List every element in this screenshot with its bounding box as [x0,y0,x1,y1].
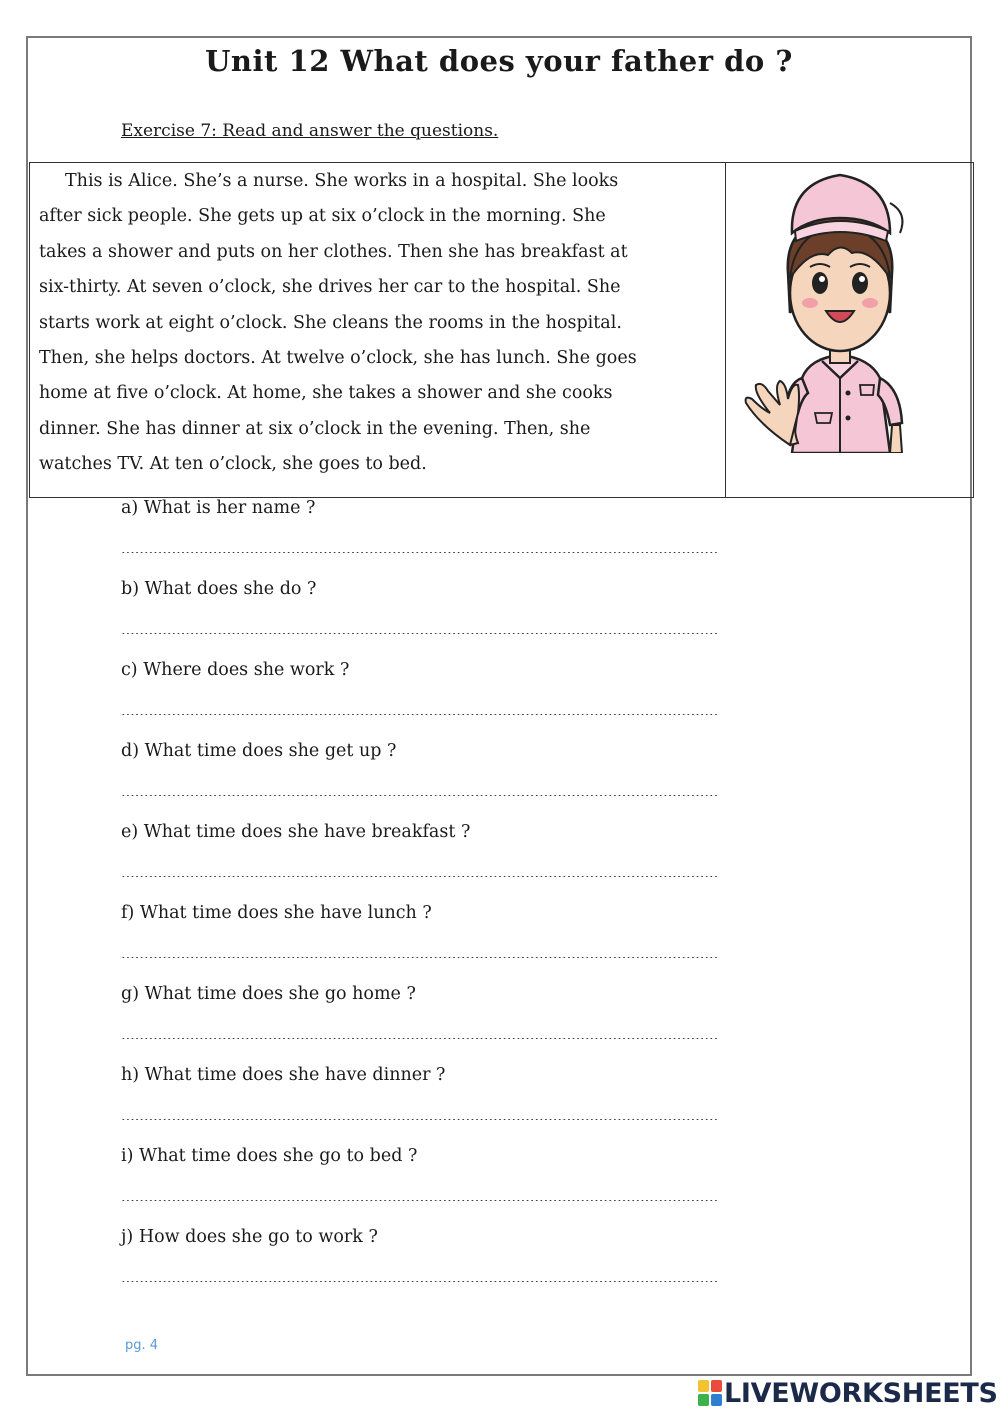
answer-line[interactable] [121,1187,717,1201]
answer-line[interactable] [121,539,717,553]
question-text: i) What time does she go to bed ? [121,1146,418,1166]
answer-line[interactable] [121,944,717,958]
picture-cell [726,163,973,497]
question-text: c) Where does she work ? [121,660,350,680]
reading-box [29,162,974,498]
liveworksheets-brand[interactable] [698,1375,998,1411]
question-text: a) What is her name ? [121,498,316,518]
passage-line: home at five o’clock. At home, she takes a shower and she cooks [39,383,613,404]
question-text: b) What does she do ? [121,579,317,599]
question-text: f) What time does she have lunch ? [121,903,432,923]
passage-line: Then, she helps doctors. At twelve o’clock, she has lunch. She goes [39,348,637,369]
reading-passage [30,163,726,497]
page-number: pg. 4 [125,1338,159,1353]
question-item [121,822,721,903]
passage-line: starts work at eight o’clock. She cleans the rooms in the hospital. [39,312,622,333]
question-item [121,660,721,741]
answer-line[interactable] [121,863,717,877]
liveworksheets-logo-icon [698,1380,722,1406]
question-item [121,984,721,1065]
answer-line[interactable] [121,701,717,715]
page-title: Unit 12 What does your father do ? [205,44,793,78]
question-text: j) How does she go to work ? [121,1227,378,1247]
question-item [121,579,721,660]
question-text: e) What time does she have breakfast ? [121,822,471,842]
question-item [121,741,721,822]
nurse-illustration [740,163,940,453]
question-item [121,1146,721,1227]
question-text: d) What time does she get up ? [121,741,397,761]
passage-line: takes a shower and puts on her clothes. Then she has breakfast at [39,241,628,262]
passage-line: dinner. She has dinner at six o’clock in the evening. Then, she [39,418,591,439]
question-item [121,1065,721,1146]
passage-line: six-thirty. At seven o’clock, she drives her car to the hospital. She [39,277,621,298]
question-list [121,498,721,1308]
brand-text: LIVEWORKSHEETS [724,1377,998,1409]
question-text: g) What time does she go home ? [121,984,416,1004]
answer-line[interactable] [121,1106,717,1120]
question-item [121,903,721,984]
passage-line: watches TV. At ten o’clock, she goes to bed. [39,454,427,475]
question-item [121,498,721,579]
exercise-instruction: Exercise 7: Read and answer the questions. [121,121,499,141]
question-text: h) What time does she have dinner ? [121,1065,446,1085]
passage-line: This is Alice. She’s a nurse. She works in a hospital. She looks [65,171,619,191]
answer-line[interactable] [121,782,717,796]
passage-line: after sick people. She gets up at six o’clock in the morning. She [39,206,606,227]
answer-line[interactable] [121,1025,717,1039]
question-item [121,1227,721,1308]
answer-line[interactable] [121,620,717,634]
answer-line[interactable] [121,1268,717,1282]
